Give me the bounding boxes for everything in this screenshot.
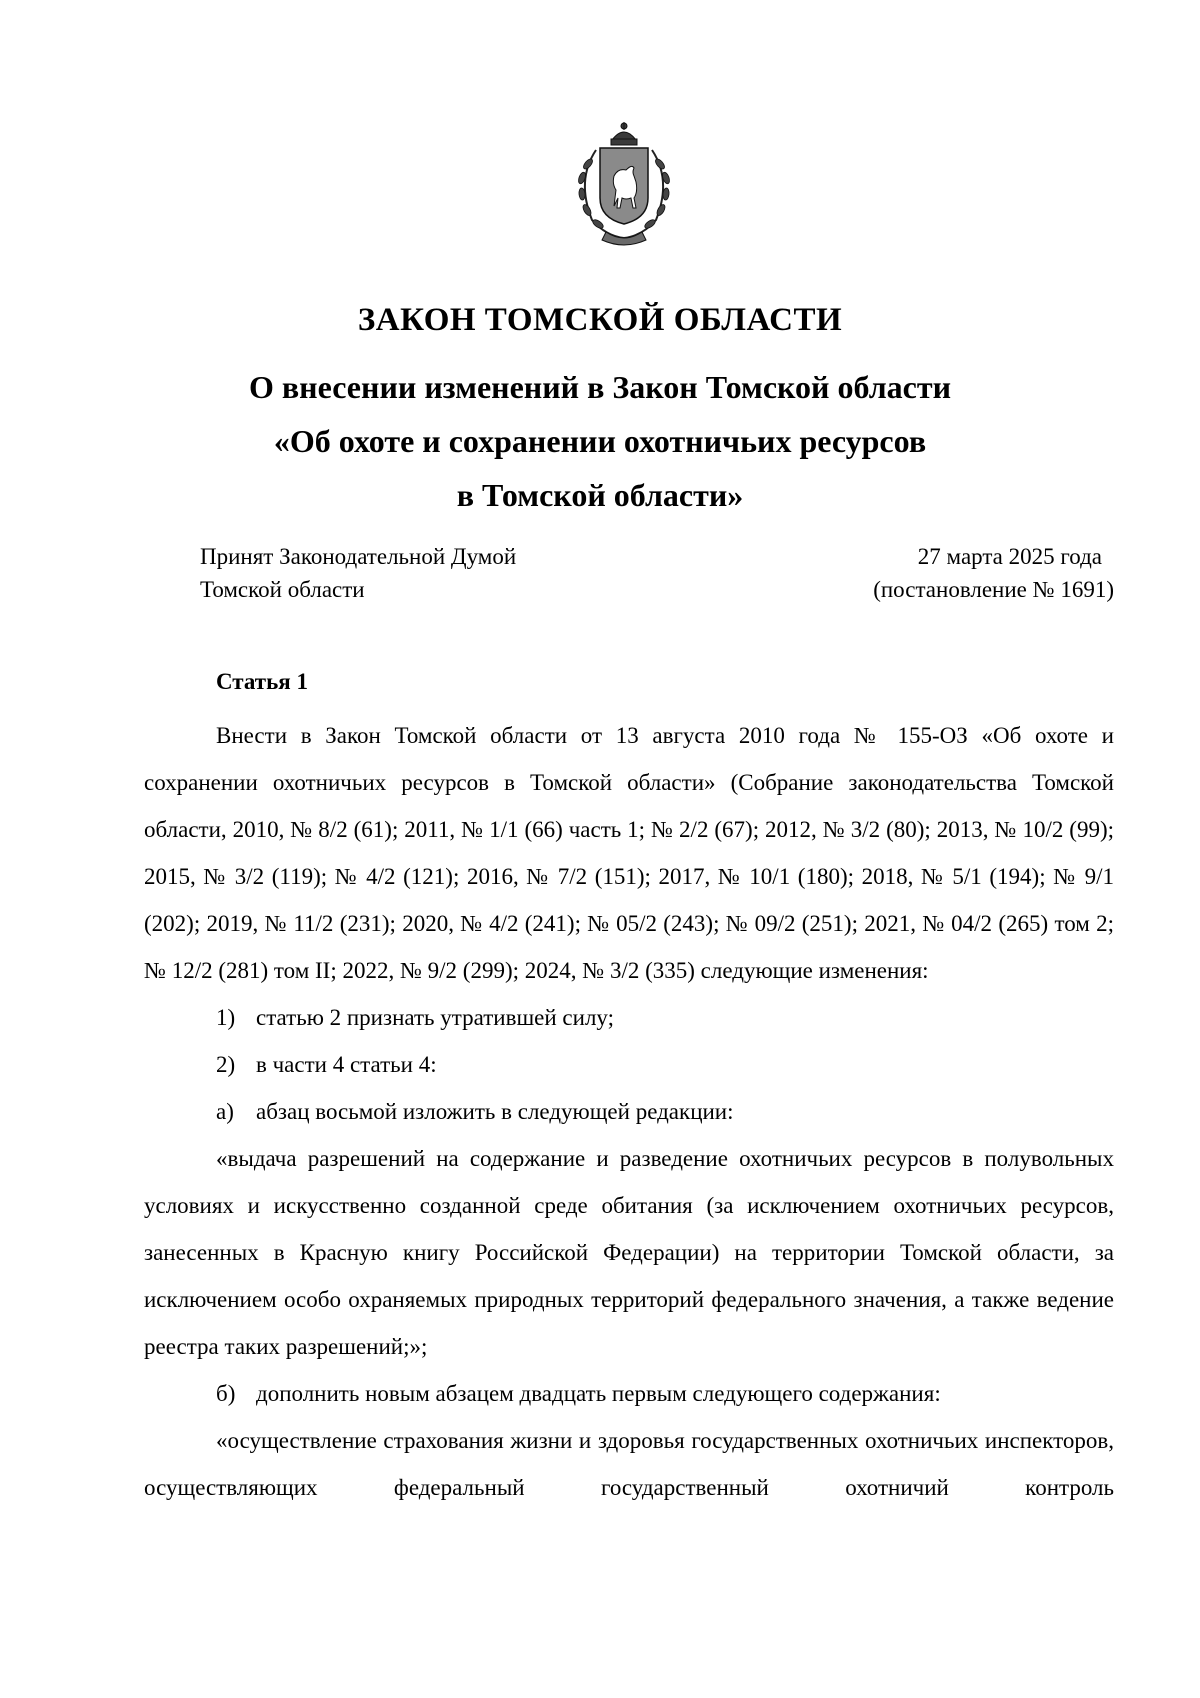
adopted-by bbox=[200, 540, 516, 606]
resolution-number: (постановление № 1691) bbox=[873, 577, 1114, 602]
list-item-text: дополнить новым абзацем двадцать первым следующего содержания: bbox=[256, 1381, 941, 1406]
subtitle-line: О внесении изменений в Закон Томской области bbox=[249, 369, 951, 405]
adopted-by-line: Томской области bbox=[200, 577, 365, 602]
list-item bbox=[144, 994, 1114, 1041]
law-title: ЗАКОН ТОМСКОЙ ОБЛАСТИ bbox=[357, 302, 843, 338]
article-heading: Статья 1 bbox=[216, 669, 308, 694]
quoted-paragraph: «выдача разрешений на содержание и разведение охотничьих ресурсов в полувольных условиях и искусственно созданной среде обитания (за исключением охотничьих ресурсов, занесенных в Красную книгу Российской Федерации) на территории Томской области, за исключением особо охраняемых природных территорий федерального значения, а также ведение реестра таких разрешений;»; bbox=[144, 1146, 1114, 1359]
article-intro-paragraph: Внести в Закон Томской области от 13 августа 2010 года № 155-ОЗ «Об охоте и сохранении охотничьих ресурсов в Томской области» (Собрание законодательства Томской области, 2010, № 8/2 (61); 2011, № 1/1 (66) часть 1; № 2/2 (67); 2012, № 3/2 (80); 2013, № 10/2 (99); 2015, № 3/2 (119); № 4/2 (121); 2016, № 7/2 (151); 2017, № 10/1 (180); 2018, № 5/1 (194); № 9/1 (202); 2019, № 11/2 (231); 2020, № 4/2 (241); № 05/2 (243); № 09/2 (251); 2021, № 04/2 (265) том 2; № 12/2 (281) том II; 2022, № 9/2 (299); 2024, № 3/2 (335) следующие изменения: bbox=[144, 723, 1114, 983]
list-item bbox=[144, 1370, 1114, 1417]
subtitle-line: «Об охоте и сохранении охотничьих ресурсов bbox=[273, 423, 927, 459]
tomsk-region-coat-of-arms-icon bbox=[562, 120, 686, 246]
law-subtitle bbox=[0, 360, 1200, 522]
subtitle-line: в Томской области» bbox=[456, 477, 744, 513]
list-item-marker: 1) bbox=[216, 1005, 236, 1030]
list-item-marker: 2) bbox=[216, 1052, 236, 1077]
adoption-date-block bbox=[873, 540, 1114, 606]
article-body bbox=[144, 658, 1114, 1511]
list-item-marker: б) bbox=[216, 1381, 236, 1406]
list-item bbox=[144, 1088, 1114, 1135]
list-item-marker: а) bbox=[216, 1099, 234, 1124]
list-item-text: в части 4 статьи 4: bbox=[256, 1052, 437, 1077]
adopted-by-line: Принят Законодательной Думой bbox=[200, 544, 517, 569]
list-item-text: абзац восьмой изложить в следующей редакции: bbox=[256, 1099, 734, 1124]
quoted-paragraph: «осуществление страхования жизни и здоровья государственных охотничьих инспекторов, осуществляющих федеральный государственный охотничий контроль bbox=[144, 1428, 1114, 1500]
list-item-text: статью 2 признать утратившей силу; bbox=[256, 1005, 615, 1030]
list-item bbox=[144, 1041, 1114, 1088]
title-block bbox=[0, 300, 1200, 522]
adoption-date: 27 марта 2025 года bbox=[917, 544, 1102, 569]
